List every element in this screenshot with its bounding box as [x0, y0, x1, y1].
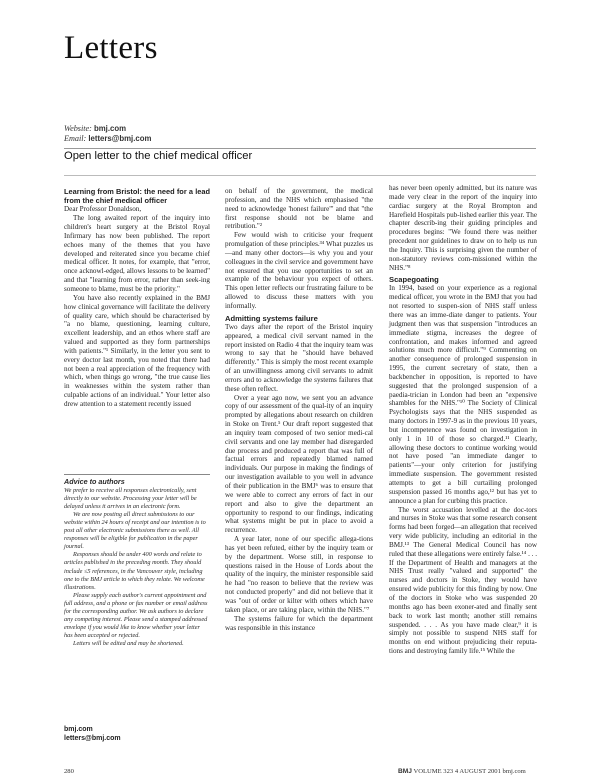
page-title: Letters	[64, 30, 158, 66]
paragraph: The worst accusation levelled at the doc-tors and nurses in Stoke was that some research consent forms had been forged—an allegation that received very wide publicity, including an editorial in the BMJ.¹³ The General Medical Council has now ruled that these allegations were entirely false.¹⁴ . . . If the Department of Health and managers at the NHS Trust really "valued and supported" the nurses and doctors in Stoke, they would have ensured wide publicity for this finding by now. One of the doctors in Stoke who was suspended 20 months ago has been exoner-ated and finally sent back to work last month; another still remains suspended. . . . As you have made clear,⁹ it is simply not possible to suspend NHS staff for months on end without prejudicing their reputa-tions and destroying family life.¹⁵ While the	[389, 505, 537, 656]
lead-heading: Learning from Bristol: the need for a lead from the chief medical officer	[64, 187, 210, 206]
website-label: Website:	[64, 124, 92, 133]
email-label: Email:	[64, 134, 87, 143]
top-divider	[64, 148, 536, 149]
advice-paragraph: We are now posting all direct submissions to our website within 24 hours of receipt and our intention is to post all other electronic submissions there as well. All responses will be eligible for publication in the paper journal.	[64, 511, 206, 551]
paragraph: You have also recently explained in the BMJ how clinical governance will facilitate the delivery of quality care, which should be characterised by "a no blame, questioning, learning culture, excellent leadership, and an ethos where staff are valued and supported as they form partnerships with patients."¹ Similarly, in the letter you sent to every doctor last month, you noted that there had not been a real appreciation of the frequency with which, when things go wrong, "the true cause lies in weaknesses within the system rather than culpable actions of an individual." Your letter also drew attention to a statement recently issued	[64, 293, 210, 408]
column-1	[64, 187, 210, 409]
advice-heading: Advice to authors	[64, 477, 125, 486]
paragraph: has never been openly admitted, but its nature was made very clear in the report of the inquiry into cardiac surgery at the Royal Brompton and Harefield Hospitals pub-lished earlier this year. The chapter describ-ing their guiding principles and procedures begins: "We found there was neither precedent nor guidelines to draw on to help us run the Inquiry. This is surprising given the number of non-statutory reviews com-missioned within the NHS."⁸	[389, 184, 537, 272]
headline-divider	[64, 175, 536, 176]
contact-block	[64, 124, 151, 144]
section-heading: Scapegoating	[389, 275, 439, 285]
advice-paragraph: Letters will be edited and may be shortened.	[73, 639, 184, 647]
paragraph: The systems failure for which the department was responsible in this instance	[225, 614, 373, 632]
paragraph: In 1994, based on your experience as a regional medical officer, you wrote in the BMJ that you had not resorted to suspen-sion of NHS staff unless there was an imme-diate danger to patients. Your judgment then was that suspension "introduces an immediate stigma, increases the degree of confrontation, and makes informed and agreed solutions much more difficult."⁹ Commenting on another consequence of prolonged suspension in 1995, the current secretary of state, then a backbencher in opposition, is reported to have suggested that the prolonged suspension of a paedia-trician in London had been an "expensive shambles for the NHS."¹⁰ The Society of Clinical Psychologists says that the NHS suspended as many doctors in 1997-9 as in the previous 10 years, but incompetence was found on investigation in only 1 in 10 of those so charged.¹¹ Clearly, allowing these doctors to continue working would not have posed "an immediate danger to patients"—your only criterion for justifying immediate suspension. The government resisted attempts to get a bill curtailing prolonged suspension passed 16 months ago,¹² but has yet to announce a plan for curbing this practice.	[389, 284, 537, 505]
journal-name: BMJ	[398, 768, 412, 775]
email-link[interactable]: letters@bmj.com	[88, 134, 152, 143]
section-heading: Admitting systems failure	[225, 313, 318, 323]
journal-details: VOLUME 323 4 AUGUST 2001 bmj.com	[413, 768, 526, 775]
paragraph: A year later, none of our specific allega-tions has yet been refuted, either by the inquiry team or by the department. Worse still, in response to questions raised in the House of Lords about the quality of the inquiry, the minister responsible said he had "no reason to believe that the review was not conducted properly" and did not believe that it was "out of order or kilter with others which have taken place, or are taking place, within the NHS."⁷	[225, 535, 373, 614]
page-number: 280	[64, 768, 74, 775]
advice-paragraph: Please supply each author's current appointment and full address, and a phone or fax number or email address for the corresponding author. We ask authors to declare any competing interest. Please send a stamped addressed envelope if you would like to know whether your letter has been accepted or rejected.	[64, 591, 208, 639]
email-line	[64, 134, 151, 144]
advice-divider	[64, 474, 210, 475]
advice-contact	[64, 726, 210, 743]
advice-paragraph: Responses should be under 400 words and relate to articles published in the preceding month. They should include ≤5 references, in the Vancouver style, including one to the BMJ article to which they relate. We welcome illustrations.	[64, 551, 205, 591]
paragraph: Two days after the report of the Bristol inquiry appeared, a medical civil servant named in the report insisted on Radio 4 that the inquiry team was wrong to say that he "should have behaved differently." This is simply the most recent example of an unwillingness among civil servants to admit errors and to acknowledge the systems failures that these often reflect.	[225, 322, 373, 393]
letter-headline: Open letter to the chief medical officer	[64, 150, 253, 162]
paragraph: Few would wish to criticise your frequent promulgation of these principles.³⁴ What puzzles us—and many other doctors—is why you and your colleagues in the civil service and government have not ensured that you use opportunities to set an example of the behaviour you expect of others. This open letter reflects our frustrating failure to be allowed to discuss these matters with you informally.	[225, 231, 373, 310]
advice-site-link[interactable]: bmj.com	[64, 726, 93, 733]
salutation: Dear Professor Donaldson,	[64, 205, 142, 214]
journal-info	[398, 768, 526, 775]
paragraph: on behalf of the government, the medical profession, and the NHS which emphasised "the need to acknowledge 'honest failure'" and that "the first response should not be blame and retribution."²	[225, 187, 373, 231]
advice-box	[64, 478, 210, 648]
website-line	[64, 124, 151, 134]
advice-email-link[interactable]: letters@bmj.com	[64, 734, 121, 742]
paragraph: The long awaited report of the inquiry into children's heart surgery at the Bristol Royal Infirmary has now been published. The report echoes many of the themes that you have developed and reiterated since you became chief medical officer. It notes, for example, that "error, once acknowl-edged, allows lessons to be learned" and that "learning from error, rather than seek-ing someone to blame, must be the priority."	[64, 214, 210, 293]
paragraph: Over a year ago now, we sent you an advance copy of our assessment of the qual-ity of an inquiry prompted by allegations about research on children in Stoke on Trent.⁵ Our draft report suggested that an inquiry team composed of two senior medi-cal civil servants and one lay member had disregarded due process and produced a report that was full of factual errors and repeatedly blamed named individuals. Our purpose in making the findings of our investigation available to you well in advance of their publication in the BMJ⁶ was to ensure that we were able to correct any errors of fact in our report and also to give the department an opportunity to respond to our findings, indicating what systems might be put in place to avoid a recurrence.	[225, 393, 373, 535]
column-2	[225, 187, 373, 632]
website-link[interactable]: bmj.com	[93, 124, 127, 133]
column-3	[389, 184, 537, 656]
advice-paragraph: We prefer to receive all responses electronically, sent directly to our website. Processing your letter will be delayed unless it arrives in an electronic form.	[64, 487, 197, 511]
